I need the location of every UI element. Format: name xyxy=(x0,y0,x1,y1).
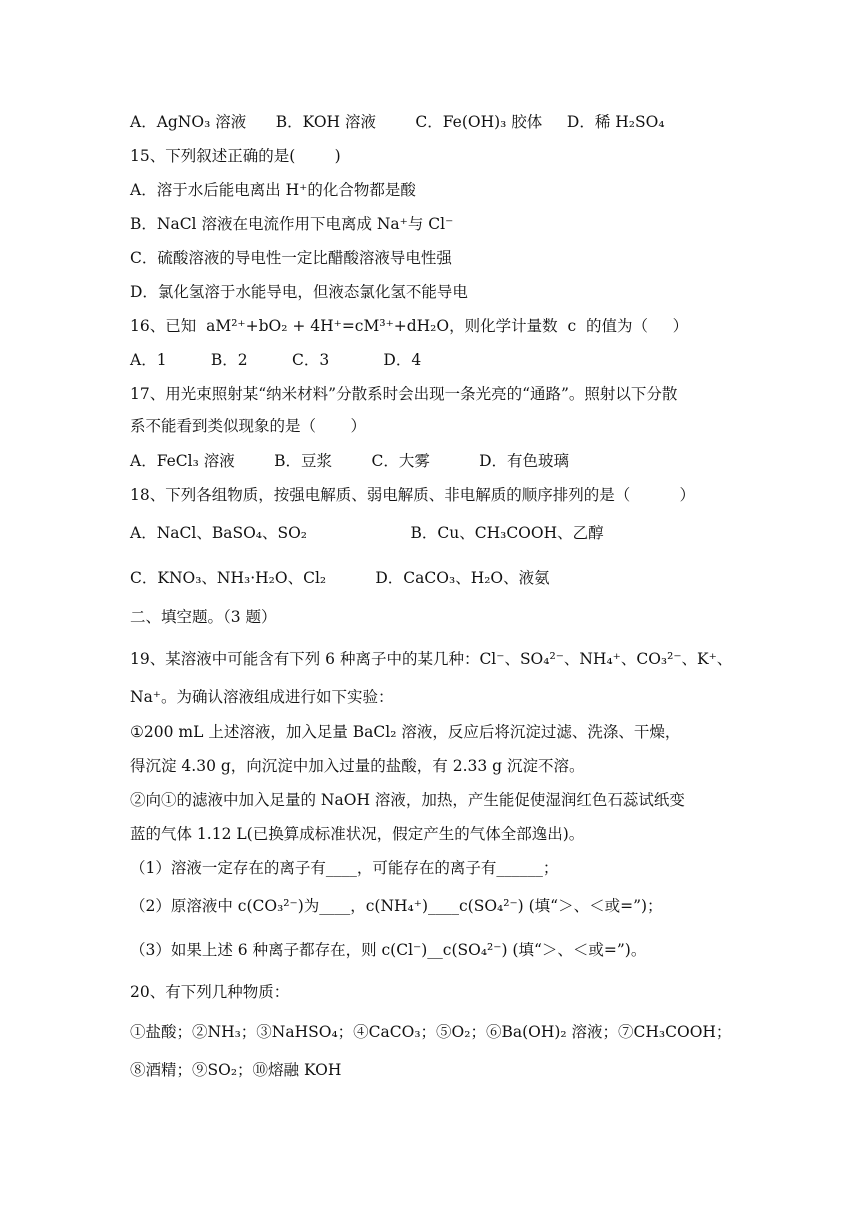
q19-stem-line2: Na⁺。为确认溶液组成进行如下实验： xyxy=(130,688,394,706)
q19-part3: （3）如果上述 6 种离子都存在，则 c(Cl⁻)__c(SO₄²⁻) (填“＞、＜或=”)。 xyxy=(130,941,647,959)
q15-stem: 15、下列叙述正确的是( ) xyxy=(130,147,341,165)
q19-experiment2-line1: ②向①的滤液中加入足量的 NaOH 溶液，加热，产生能促使湿润红色石蕊试纸变 xyxy=(130,791,685,809)
q20-stem: 20、有下列几种物质： xyxy=(130,983,290,1001)
q15-option-b: B．NaCl 溶液在电流作用下电离成 Na⁺与 Cl⁻ xyxy=(130,215,454,233)
q19-part1: （1）溶液一定存在的离子有____，可能存在的离子有______； xyxy=(130,859,559,877)
q14-options: A．AgNO₃ 溶液 B．KOH 溶液 C．Fe(OH)₃ 胶体 D．稀 H₂SO₄ xyxy=(130,113,665,131)
q16-options: A．1 B．2 C．3 D．4 xyxy=(130,351,422,369)
q17-stem-line2: 系不能看到类似现象的是（ ） xyxy=(130,417,366,435)
q18-options-cd: C．KNO₃、NH₃·H₂O、Cl₂ D．CaCO₃、H₂O、液氨 xyxy=(130,569,550,587)
q16-stem: 16、已知 aM²⁺+bO₂ + 4H⁺=cM³⁺+dH₂O，则化学计量数 c 的值为（ ） xyxy=(130,317,689,335)
q15-option-c: C．硫酸溶液的导电性一定比醋酸溶液导电性强 xyxy=(130,249,452,267)
q19-experiment1-line1: ①200 mL 上述溶液，加入足量 BaCl₂ 溶液，反应后将沉淀过滤、洗涤、干燥， xyxy=(130,723,681,741)
q15-option-d: D．氯化氢溶于水能导电，但液态氯化氢不能导电 xyxy=(130,283,468,301)
q19-stem-line1: 19、某溶液中可能含有下列 6 种离子中的某几种：Cl⁻、SO₄²⁻、NH₄⁺、CO₃²⁻、K⁺、 xyxy=(130,650,733,668)
q17-stem-line1: 17、用光束照射某“纳米材料”分散系时会出现一条光亮的“通路”。照射以下分散 xyxy=(130,385,678,403)
q15-option-a: A．溶于水后能电离出 H⁺的化合物都是酸 xyxy=(130,181,416,199)
section-heading-fill-in: 二、填空题。（3 题） xyxy=(130,608,277,626)
q20-substances-line2: ⑧酒精；⑨SO₂；⑩熔融 KOH xyxy=(130,1061,342,1079)
q17-options: A．FeCl₃ 溶液 B．豆浆 C．大雾 D．有色玻璃 xyxy=(130,452,570,470)
q18-options-ab: A．NaCl、BaSO₄、SO₂ B．Cu、CH₃COOH、乙醇 xyxy=(130,524,604,542)
q18-stem: 18、下列各组物质，按强电解质、弱电解质、非电解质的顺序排列的是（ ） xyxy=(130,486,695,504)
q20-substances-line1: ①盐酸；②NH₃；③NaHSO₄；④CaCO₃；⑤O₂；⑥Ba(OH)₂ 溶液；⑦CH₃COOH； xyxy=(130,1023,732,1041)
q19-part2: （2）原溶液中 c(CO₃²⁻)为____，c(NH₄⁺)____c(SO₄²⁻) (填“＞、＜或=”)； xyxy=(130,897,663,915)
q19-experiment1-line2: 得沉淀 4.30 g，向沉淀中加入过量的盐酸，有 2.33 g 沉淀不溶。 xyxy=(130,757,585,775)
q19-experiment2-line2: 蓝的气体 1.12 L(已换算成标准状况，假定产生的气体全部逸出)。 xyxy=(130,825,585,843)
